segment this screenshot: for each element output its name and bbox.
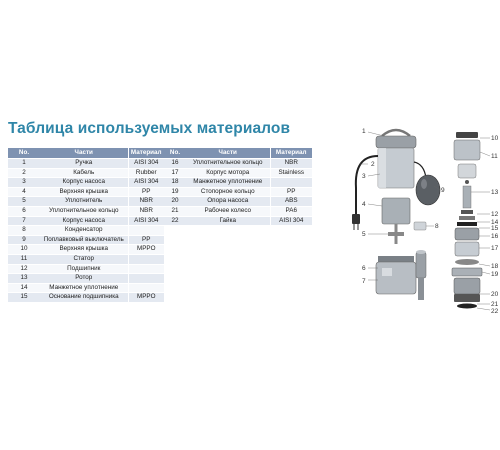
cell-part: Статор [40, 254, 128, 264]
cell-no: 5 [8, 197, 40, 207]
cell-material [128, 254, 164, 264]
exploded-parts [452, 132, 482, 309]
cell-material: AISI 304 [128, 159, 164, 169]
cell-part: Рабочее колесо [186, 206, 270, 216]
callout-5: 5 [362, 231, 366, 238]
cell-material [128, 274, 164, 284]
cell-material: AISI 304 [128, 178, 164, 188]
callout-19: 19 [491, 271, 498, 278]
table-row [8, 187, 164, 197]
cell-no: 9 [8, 235, 40, 245]
cell-no: 14 [8, 283, 40, 293]
cell-material: NBR [128, 206, 164, 216]
cell-no: 15 [8, 293, 40, 303]
header-no: No. [8, 148, 40, 159]
table-row [164, 178, 312, 188]
callout-3: 3 [362, 173, 366, 180]
cell-part: Уплотнитель [40, 197, 128, 207]
cell-material: AISI 304 [270, 216, 312, 226]
cell-no: 11 [8, 254, 40, 264]
table-row [8, 245, 164, 255]
cell-material: PP [128, 187, 164, 197]
callout-6: 6 [362, 265, 366, 272]
cell-no: 12 [8, 264, 40, 274]
cell-material [128, 226, 164, 236]
cell-part: Корпус мотора [186, 168, 270, 178]
table-row [8, 274, 164, 284]
cable-shape [356, 156, 378, 214]
table-row [164, 159, 312, 169]
cell-material: Rubber [128, 168, 164, 178]
callout-18: 18 [491, 263, 498, 270]
cell-material: PP [128, 235, 164, 245]
cell-no: 6 [8, 206, 40, 216]
cell-material: PP [270, 187, 312, 197]
cell-no: 22 [164, 216, 186, 226]
cell-part: Основание подшипника [40, 293, 128, 303]
cell-part: Манжетное уплотнение [186, 178, 270, 188]
table-row [8, 216, 164, 226]
callout-7: 7 [362, 278, 366, 285]
cell-part: Ротор [40, 274, 128, 284]
cell-part: Поплавковый выключатель [40, 235, 128, 245]
header-part: Части [40, 148, 128, 159]
cell-part: Уплотнительное кольцо [186, 159, 270, 169]
cell-part: Верхняя крышка [40, 245, 128, 255]
cell-material: AISI 304 [128, 216, 164, 226]
page-title: Таблица используемых материалов [8, 120, 291, 137]
callout-22: 22 [491, 308, 498, 315]
cell-material: MPPO [128, 293, 164, 303]
callout-17: 17 [491, 245, 498, 252]
callout-16: 16 [491, 233, 498, 240]
cell-no: 2 [8, 168, 40, 178]
cell-part: Гайка [186, 216, 270, 226]
table-header-row [164, 148, 312, 159]
table-row [164, 197, 312, 207]
cell-no: 19 [164, 187, 186, 197]
header-material: Материал [270, 148, 312, 159]
table-row [8, 283, 164, 293]
cell-part: Уплотнительное кольцо [40, 206, 128, 216]
materials-table-left [8, 148, 164, 303]
plug-shape [352, 214, 360, 224]
cell-no: 16 [164, 159, 186, 169]
callout-15: 15 [491, 225, 498, 232]
rotor-shape [416, 252, 426, 278]
cell-part: Подшипник [40, 264, 128, 274]
cell-part: Конденсатор [40, 226, 128, 236]
cell-no: 18 [164, 178, 186, 188]
cell-part: Корпус насоса [40, 178, 128, 188]
top-cover-shape [376, 136, 416, 148]
cell-part: Манжетное уплотнение [40, 283, 128, 293]
motor-housing-shape [382, 198, 410, 224]
cell-material: Stainless [270, 168, 312, 178]
cell-material [128, 264, 164, 274]
cell-no: 10 [8, 245, 40, 255]
cell-part: Опора насоса [186, 197, 270, 207]
table-row [8, 235, 164, 245]
table-row [164, 206, 312, 216]
callout-21: 21 [491, 301, 498, 308]
materials-table-right [164, 148, 312, 226]
handle-shape [382, 130, 410, 136]
table-row [164, 168, 312, 178]
cell-no: 21 [164, 206, 186, 216]
cell-part: Ручка [40, 159, 128, 169]
cell-material: NBR [128, 197, 164, 207]
cell-part: Верхняя крышка [40, 187, 128, 197]
cell-part: Корпус насоса [40, 216, 128, 226]
cell-material: PA6 [270, 206, 312, 216]
callout-14: 14 [491, 219, 498, 226]
header-material: Материал [128, 148, 164, 159]
cell-no: 4 [8, 187, 40, 197]
cell-no: 7 [8, 216, 40, 226]
pump-exploded-diagram [338, 118, 498, 328]
callout-1: 1 [362, 128, 366, 135]
cell-material: ABS [270, 197, 312, 207]
table-header-row [8, 148, 164, 159]
table-row [8, 264, 164, 274]
cell-part: Кабель [40, 168, 128, 178]
table-row [8, 159, 164, 169]
cell-no: 13 [8, 274, 40, 284]
cell-material [128, 283, 164, 293]
header-no: No. [164, 148, 186, 159]
callout-20: 20 [491, 291, 498, 298]
table-row [164, 216, 312, 226]
callout-13: 13 [491, 189, 498, 196]
table-row [8, 178, 164, 188]
cell-material: NBR [270, 159, 312, 169]
table-row [8, 226, 164, 236]
header-part: Части [186, 148, 270, 159]
callout-11: 11 [491, 153, 498, 160]
cell-material [270, 178, 312, 188]
cell-part: Стопорное кольцо [186, 187, 270, 197]
table-row [8, 206, 164, 216]
cell-no: 1 [8, 159, 40, 169]
table-row [8, 254, 164, 264]
callout-10: 10 [491, 135, 498, 142]
float-switch-shape [416, 175, 440, 205]
cell-no: 20 [164, 197, 186, 207]
callout-8: 8 [435, 223, 439, 230]
pump-illustration [352, 130, 440, 300]
cell-no: 3 [8, 178, 40, 188]
cell-no: 17 [164, 168, 186, 178]
cell-no: 8 [8, 226, 40, 236]
table-row [8, 293, 164, 303]
cell-material: MPPO [128, 245, 164, 255]
table-row [164, 187, 312, 197]
capacitor-shape [414, 222, 426, 230]
callout-12: 12 [491, 211, 498, 218]
pump-base-shape [376, 262, 416, 294]
table-row [8, 197, 164, 207]
callout-9: 9 [441, 187, 445, 194]
callout-2: 2 [371, 161, 375, 168]
callout-4: 4 [362, 201, 366, 208]
table-row [8, 168, 164, 178]
